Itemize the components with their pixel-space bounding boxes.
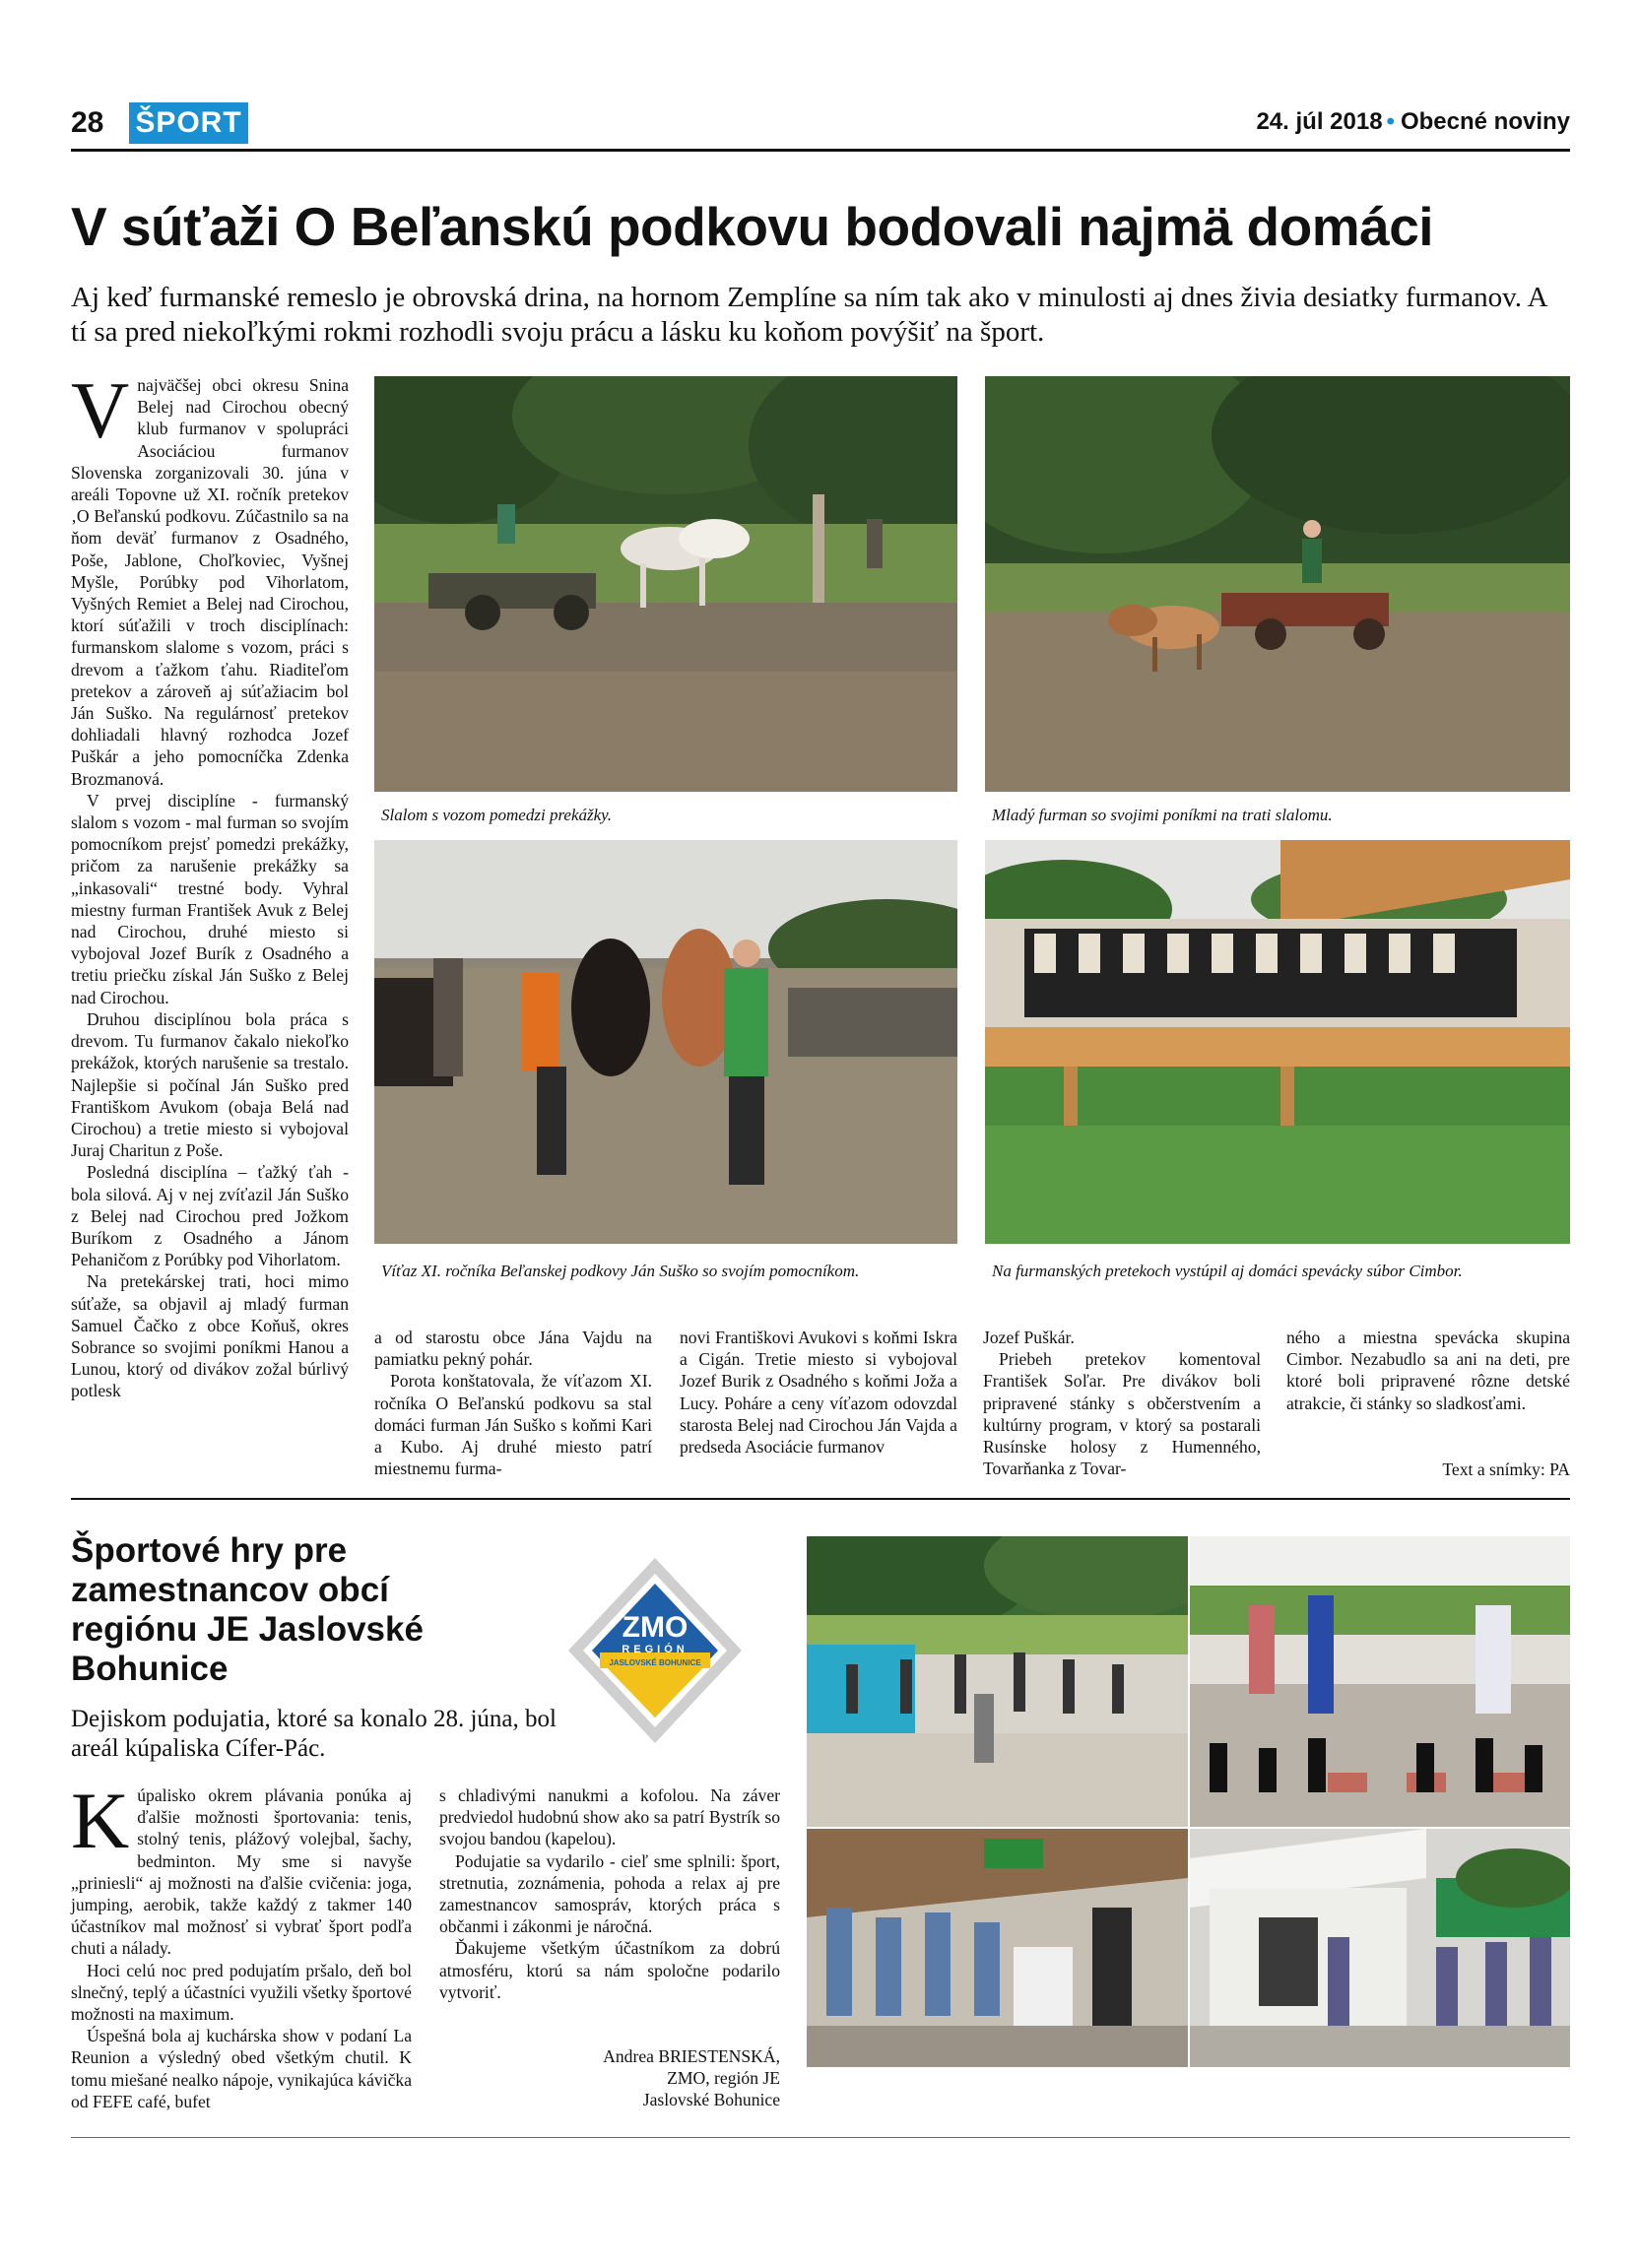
article-column-5 — [1286, 1327, 1570, 1414]
photo-music-show — [1190, 1829, 1570, 2067]
article-column-3 — [680, 1327, 957, 1458]
article-column-1 — [71, 1776, 412, 2112]
article-headline: Športové hry pre zamestnancov obcí regiónu JE Jaslovské Bohunice — [71, 1531, 424, 1688]
photo-giant-chess — [1190, 1536, 1570, 1827]
logo-band-text: JASLOVSKÉ BOHUNICE — [609, 1658, 701, 1667]
photo-wagon-slalom — [374, 376, 957, 792]
article-headline: V súťaži O Beľanskú podkovu bodovali najmä domáci — [71, 196, 1434, 257]
paragraph: s chladivými nanukmi a kofolou. Na záver predviedol hudobnú show ako sa patrí Bystrík so svojou bandou (kapelou). — [439, 1785, 780, 1849]
paragraph: Vnajväčšej obci okresu Snina Belej nad Cirochou obecný klub furmanov v spolupráci Asociáciou furmanov Slovenska zorganizovali 30. júna v areáli Topovne už XI. ročník pretekov ‚O Beľanskú podkovu. Zúčastnilo sa na ňom deväť furmanov z Osadného, Poše, Jablone, Choľkoviec, Vyšnej Myšle, Porúbky pod Vihorlatom, Vyšných Remiet a Belej nad Cirochou, ktorí súťažili v troch disciplínach: furmanskom slalome s vozom, práci s drevom a ťažkom ťahu. Riaditeľom pretekov a zároveň aj súťažiacim bol Ján Suško. Na regulárnosť pretekov dohliadali hlavný rozhodca Jozef Puškár a jeho pomocníčka Zdenka Brozmanová. — [71, 365, 349, 789]
issue-info — [1256, 108, 1570, 136]
bullet-separator: • — [1386, 108, 1395, 135]
paragraph: V prvej disciplíne - furmanský slalom s vozom - mal furman so svojím pomocníkom prejsť pomedzi prekážky, pričom za narušenie prekážky sa „inkasovali“ trestné body. Vyhral miestny furman František Avuk z Belej nad Cirochou, druhé miesto si vybojoval Jozef Burík z Osadného a tretiu priečku získal Ján Suško z Belej nad Cirochou. — [71, 790, 349, 1007]
paragraph: ného a miestna spevácka skupina Cimbor. Nezabudlo sa ani na deti, pre ktoré boli pripravené rôzne detské atrakcie, či stánky so sladkosťami. — [1286, 1328, 1570, 1413]
article-column-2 — [439, 1784, 780, 2003]
photo-caption: Na furmanských pretekoch vystúpil aj domáci spevácky súbor Cimbor. — [992, 1262, 1463, 1280]
photo-caption: Víťaz XI. ročníka Beľanskej podkovy Ján Suško so svojím pomocníkom. — [381, 1262, 860, 1280]
zmo-region-logo — [564, 1554, 746, 1747]
paragraph: Úspešná bola aj kuchárska show v podaní La Reunion a výsledný obed všetkým chutil. K tomu miešané nealko nápoje, vynikajúca kávička od FEFE café, bufet — [71, 2026, 412, 2111]
footer-divider — [71, 2137, 1570, 2138]
issue-date: 24. júl 2018 — [1256, 108, 1383, 135]
article-column-2 — [374, 1327, 652, 1479]
paragraph: Jozef Puškár. — [983, 1328, 1075, 1347]
photo-credit: Text a snímky: PA — [1442, 1459, 1570, 1479]
paragraph: Porota konštatovala, že víťazom XI. ročníka O Beľanskú podkovu sa stal domáci furman Ján Suško s koňmi Kari a Kubo. Aj druhé miesto patrí miestnemu furma- — [374, 1371, 652, 1479]
author-name: Andrea BRIESTENSKÁ, — [603, 2046, 780, 2066]
paragraph: a od starostu obce Jána Vajdu na pamiatku pekný pohár. — [374, 1328, 652, 1370]
paragraph: Priebeh pretekov komentoval František Soľar. Pre divákov boli pripravené stánky s občerstvením a kultúrny program, v ktorý sa postarali Rusínske holosy z Humenného, Tovarňanka z Tovar- — [983, 1349, 1261, 1479]
drop-cap: V — [71, 365, 130, 455]
author-org: ZMO, región JE — [667, 2068, 780, 2089]
paragraph: Hoci celú noc pred podujatím pršalo, deň bol slnečný, teplý a účastníci využili všetky športové možnosti na maximum. — [71, 1960, 412, 2025]
header-divider — [71, 149, 1570, 152]
paragraph: Podujatie sa vydarilo - cieľ sme splnili: šport, stretnutia, zoznámenia, pohoda a relax aj pre zamestnancov samospráv, ktorých práca s občanmi i zákonmi je náročná. — [439, 1850, 780, 1937]
article-column-4 — [983, 1327, 1261, 1479]
photo-caption: Mladý furman so svojimi poníkmi na trati slalomu. — [992, 806, 1333, 824]
section-tag: ŠPORT — [129, 102, 248, 144]
author-region: Jaslovské Bohunice — [642, 2090, 780, 2110]
article-lead: Aj keď furmanské remeslo je obrovská drina, na hornom Zemplíne sa ním tak ako v minulosti aj dnes živia desiatky furmanov. A tí sa pred niekoľkými rokmi rozhodli svoju prácu a lásku ku koňom povýšiť na šport. — [71, 282, 1546, 348]
photo-cooking-show — [807, 1829, 1188, 2067]
paragraph: novi Františkovi Avukovi s koňmi Iskra a Cigán. Tretie miesto si vybojoval Jozef Burik z Osadného s koňmi Joža a Lucy. Poháre a ceny víťazom odovzdal starosta Belej nad Cirochou Ján Vajda a predseda Asociácie furmanov — [680, 1328, 957, 1458]
paragraph: Kúpalisko okrem plávania ponúka aj ďalšie možnosti športovania: tenis, stolný tenis, plážový volejbal, šachy, bedminton. My sme si navyše „priniesli“ aj možnosti na ďalšie cvičenia: joga, jumping, aerobik, takže každý z takmer 140 účastníkov mal možnosť si vybrať šport podľa chuti a nálady. — [71, 1776, 412, 1959]
photo-caption: Slalom s vozom pomedzi prekážky. — [381, 806, 613, 824]
article-lead: Dejiskom podujatia, ktoré sa konalo 28. júna, bol areál kúpaliska Cífer-Pác. — [71, 1706, 557, 1762]
paragraph: Na pretekárskej trati, hoci mimo súťaže, sa objavil aj mladý furman Samuel Čačko z obce Koňuš, okres Sobrance so svojimi poníkmi Hanou a Lunou, ktorý od divákov zožal búrlivý potlesk — [71, 1271, 349, 1401]
photo-singing-group — [985, 840, 1570, 1244]
paragraph: Posledná disciplína – ťažký ťah - bola silová. Aj v nej zvíťazil Ján Suško z Belej nad Cirochou pred Jožkom Buríkom z Osadného a Jánom Pehaničom z Porúbky pod Vihorlatom. — [71, 1162, 349, 1270]
logo-sub-text: REGIÓN — [622, 1644, 689, 1655]
author-signature — [439, 2045, 780, 2111]
page-number: 28 — [71, 106, 104, 139]
article-column-1 — [71, 365, 349, 1402]
logo-main-text: ZMO — [622, 1611, 689, 1644]
publication-name: Obecné noviny — [1400, 108, 1570, 135]
photo-pony-cart — [985, 376, 1570, 792]
article-divider — [71, 1498, 1570, 1500]
paragraph: Druhou disciplínou bola práca s drevom. Tu furmanov čakalo niekoľko prekážok, ktorých narušenie sa trestalo. Najlepšie si počínal Ján Suško pred Františkom Avukom (obaja Belá nad Cirochou) a tretie miesto si vybojoval Juraj Charitun z Poše. — [71, 1008, 349, 1161]
photo-aerobics-pool — [807, 1536, 1188, 1827]
paragraph: Ďakujeme všetkým účastníkom za dobrú atmosféru, ktorú sa nám spoločne podarilo vytvoriť. — [439, 1938, 780, 2002]
photo-winner-horses — [374, 840, 957, 1244]
drop-cap: K — [71, 1776, 130, 1865]
